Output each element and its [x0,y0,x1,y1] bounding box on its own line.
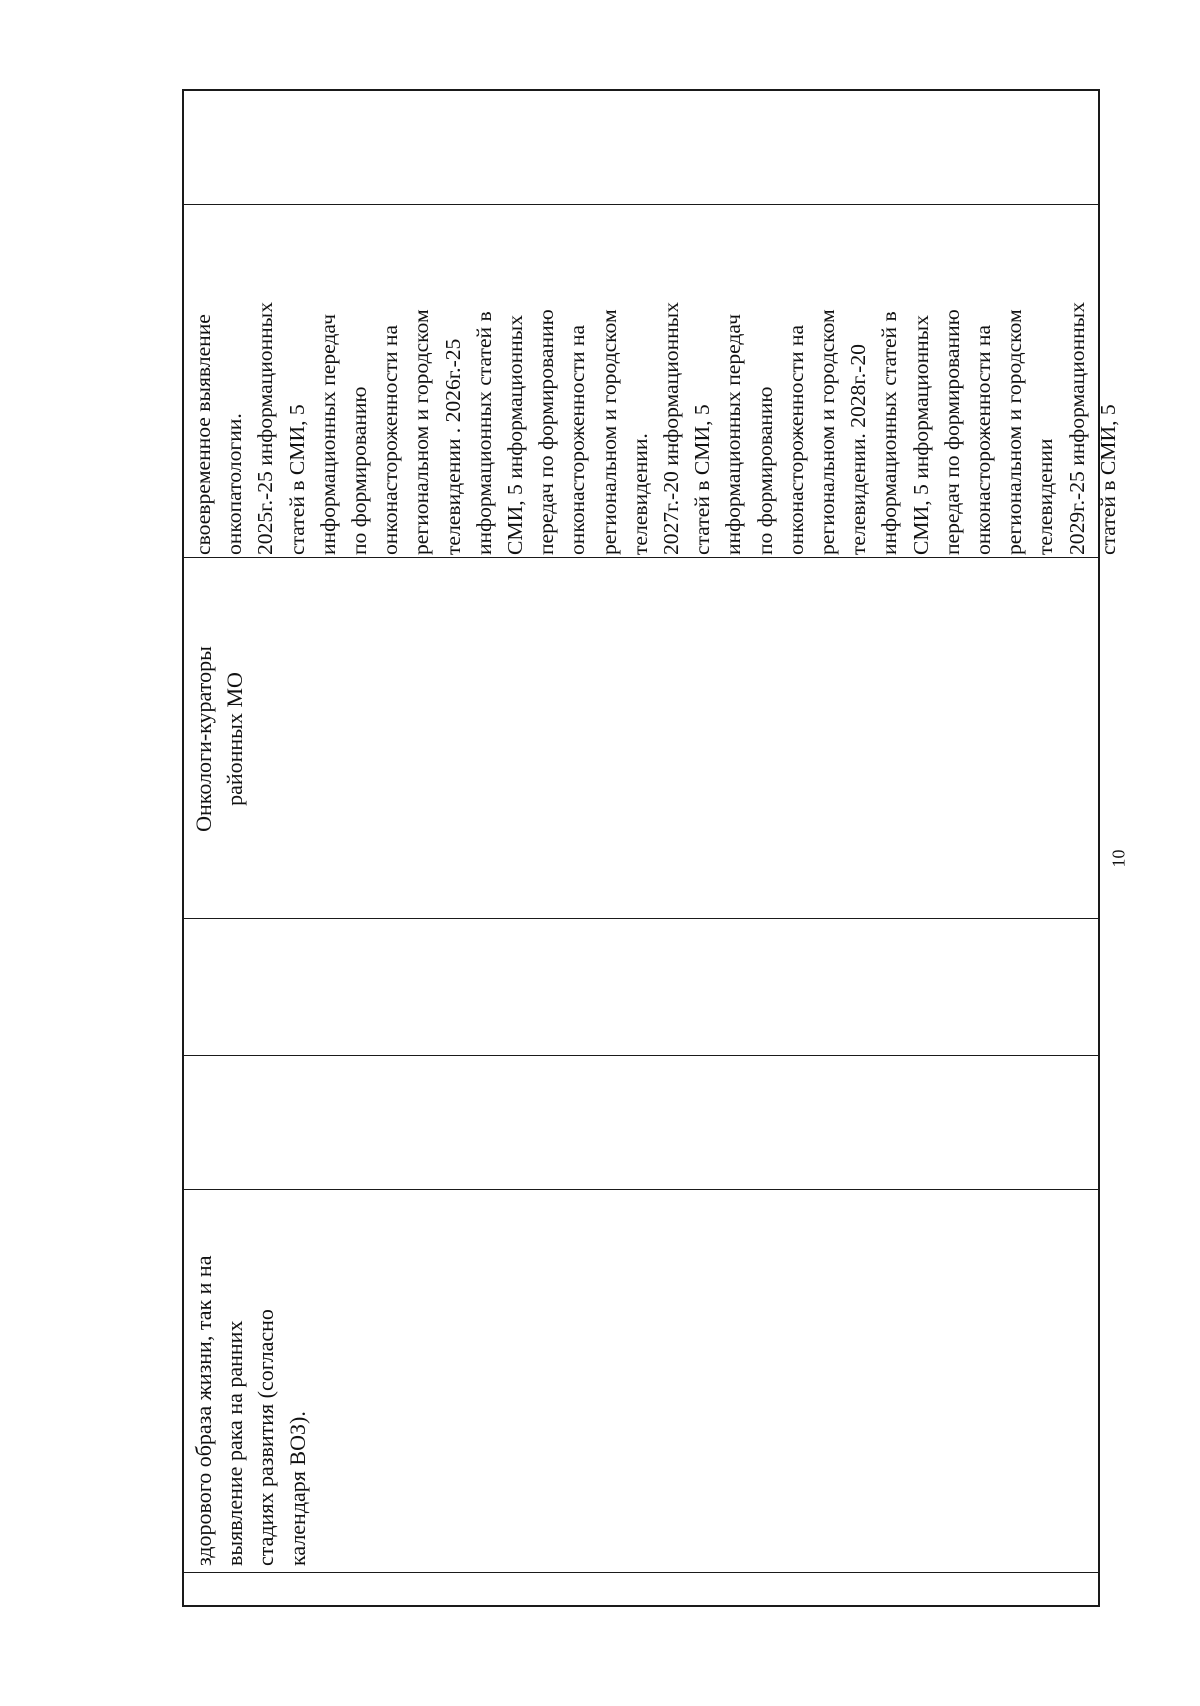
table-cell-measure [184,1189,1098,1572]
table-cell-result [184,204,1120,557]
page-number: 10 [1108,849,1129,868]
table-cell-start-date [184,1055,1098,1189]
table-cell-end-date [184,918,1098,1055]
cell-result-text: своевременное выявление онкопатологии. 2025г.-25 информационных статей в СМИ, 5 информационных передач по формированию онконастороженности на региональном и городском телевидении . 2026г.-25 информационных статей в СМИ, 5 информационных передач по формированию онконастороженности на региональном и городском телевидении. 2027г.-20 информационных статей в СМИ, 5 информационных передач по формированию онконастороженности на региональном и городском телевидении. 2028г.-20 информационных статей в СМИ, 5 информационных передач по формированию онконастороженности на региональном и городском телевидении 2029г.-25 информационных статей в СМИ, 5 [191,302,1120,555]
cell-start-date-text [184,1056,188,1189]
table-cell-control [184,91,1098,204]
table-cell-number [184,1572,1098,1605]
cell-control-text [184,91,188,204]
cell-measure-text: здорового образа жизни, так и на выявление рака на ранних стадиях развития (согласно календаря ВОЗ). [191,1255,310,1566]
cell-number-text [184,1573,188,1605]
table-cell-responsible [184,557,1098,918]
cell-responsible-text: Онкологи-кураторы районных МО [191,646,248,832]
cell-end-date-text [184,919,188,1055]
